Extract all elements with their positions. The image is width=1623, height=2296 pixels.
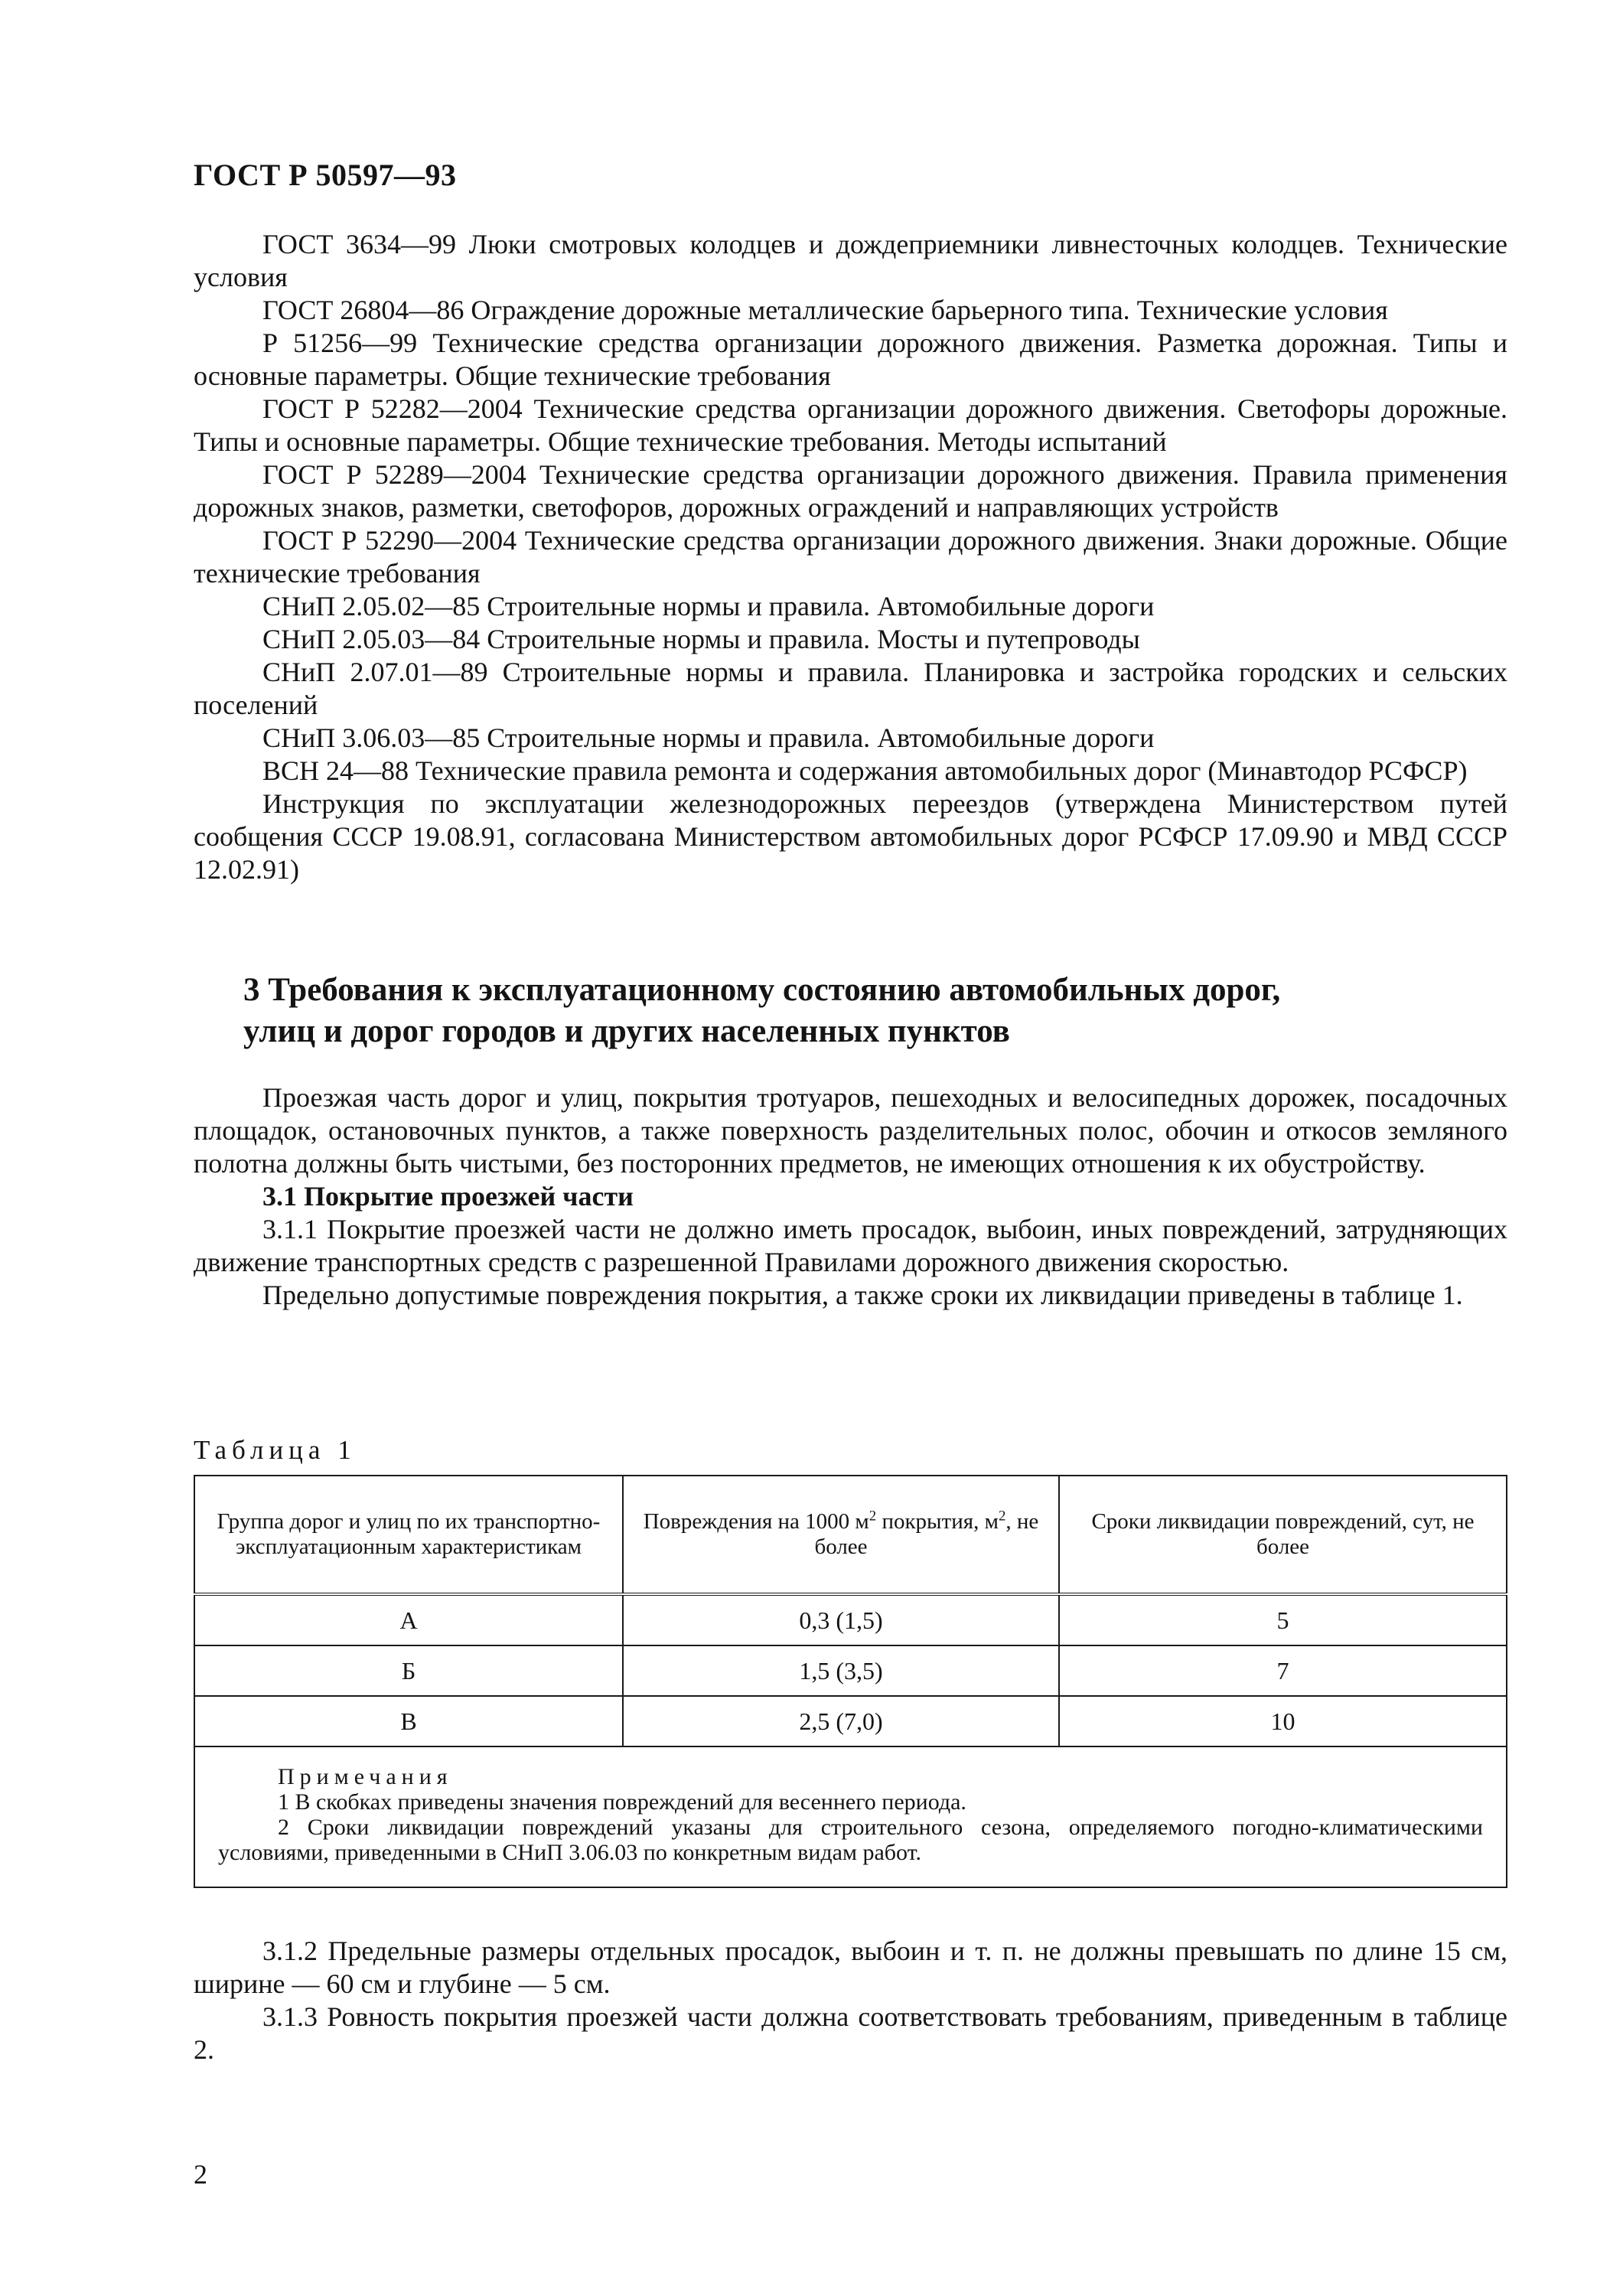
reference-item: ВСН 24—88 Технические правила ремонта и содержания автомобильных дорог (Минавтодор РСФСР) — [262, 755, 1468, 786]
note-item: 1 В скобках приведены значения повреждений для весеннего периода. — [278, 1789, 966, 1815]
reference-item: СНиП 2.05.02—85 Строительные нормы и правила. Автомобильные дороги — [262, 591, 1155, 621]
reference-item: ГОСТ 3634—99 Люки смотровых колодцев и дождеприемники ливнесточных колодцев. Технические условия — [194, 229, 1507, 292]
table-caption: Таблица 1 — [194, 1435, 357, 1465]
header-road-group: Группа дорог и улиц по их транспортно-эксплуатационным характеристикам — [194, 1476, 623, 1594]
reference-item: ГОСТ 26804—86 Ограждение дорожные металлические барьерного типа. Технические условия — [262, 295, 1388, 325]
cell-damage: 0,3 (1,5) — [623, 1594, 1059, 1645]
table-notes — [194, 1746, 1507, 1887]
references-list — [194, 228, 1507, 886]
reference-item: Инструкция по эксплуатации железнодорожных переездов (утверждена Министерством путей сообщения СССР 19.08.91, согласована Министерством автомобильных дорог РСФСР 17.09.90 и МВД СССР 12.02.91) — [194, 788, 1507, 885]
table-notes-row — [194, 1746, 1507, 1887]
paragraph-3-1-2: 3.1.2 Предельные размеры отдельных просадок, выбоин и т. п. не должны превышать по длине 15 см, ширине — 60 см и глубине — 5 см. — [194, 1936, 1507, 1999]
header-damage-text: , не более — [814, 1509, 1039, 1559]
section-body — [194, 1081, 1507, 1312]
cell-damage: 2,5 (7,0) — [623, 1696, 1059, 1746]
table-row — [194, 1696, 1507, 1746]
intro-paragraph: Проезжая часть дорог и улиц, покрытия тротуаров, пешеходных и велосипедных дорожек, посадочных площадок, остановочных пунктов, а также поверхность разделительных полос, обочин и откосов земляного полотна должны быть чистыми, без посторонних предметов, не имеющих отношения к их обустройству. — [194, 1082, 1507, 1179]
after-table-body — [194, 1935, 1507, 2066]
table-header-row — [194, 1476, 1507, 1594]
reference-item: СНиП 2.05.03—84 Строительные нормы и правила. Мосты и путепроводы — [262, 624, 1140, 654]
notes-title: Примечания — [278, 1764, 453, 1789]
table-1 — [194, 1475, 1507, 1888]
subsection-title: 3.1 Покрытие проезжей части — [262, 1181, 634, 1212]
section-title-line: улиц и дорог городов и других населенных пунктов — [243, 1013, 1010, 1049]
cell-days: 5 — [1059, 1594, 1507, 1645]
table-row — [194, 1594, 1507, 1645]
cell-group: В — [194, 1696, 623, 1746]
cell-damage: 1,5 (3,5) — [623, 1645, 1059, 1696]
header-damage-text: Повреждения на 1000 м — [643, 1509, 869, 1534]
note-item: 2 Сроки ликвидации повреждений указаны для строительного сезона, определяемого погодно-климатическими условиями, приведенными в СНиП 3.06.03 по конкретным видам работ. — [218, 1815, 1483, 1865]
page-number: 2 — [194, 2159, 207, 2190]
superscript: 2 — [998, 1508, 1006, 1525]
section-title-line: 3 Требования к эксплуатационному состоянию автомобильных дорог, — [243, 972, 1281, 1008]
superscript: 2 — [869, 1508, 877, 1525]
reference-item: СНиП 3.06.03—85 Строительные нормы и правила. Автомобильные дороги — [262, 722, 1155, 753]
reference-item: СНиП 2.07.01—89 Строительные нормы и правила. Планировка и застройка городских и сельских поселений — [194, 657, 1507, 720]
paragraph-limits: Предельно допустимые повреждения покрытия, а также сроки их ликвидации приведены в таблице 1. — [262, 1280, 1463, 1310]
document-header: ГОСТ Р 50597—93 — [194, 158, 457, 192]
reference-item: ГОСТ Р 52282—2004 Технические средства организации дорожного движения. Светофоры дорожные. Типы и основные параметры. Общие технические требования. Методы испытаний — [194, 393, 1507, 457]
reference-item: ГОСТ Р 52290—2004 Технические средства организации дорожного движения. Знаки дорожные. Общие технические требования — [194, 525, 1507, 589]
header-damage-text: покрытия, м — [876, 1509, 999, 1534]
table-row — [194, 1645, 1507, 1696]
reference-item: ГОСТ Р 52289—2004 Технические средства организации дорожного движения. Правила применения дорожных знаков, разметки, светофоров, дорожных ограждений и направляющих устройств — [194, 459, 1507, 523]
reference-item: Р 51256—99 Технические средства организации дорожного движения. Разметка дорожная. Типы и основные параметры. Общие технические требования — [194, 328, 1507, 391]
cell-days: 10 — [1059, 1696, 1507, 1746]
paragraph-3-1-1: 3.1.1 Покрытие проезжей части не должно иметь просадок, выбоин, иных повреждений, затрудняющих движение транспортных средств с разрешенной Правилами дорожного движения скоростью. — [194, 1214, 1507, 1277]
section-title — [243, 970, 1468, 1052]
cell-group: А — [194, 1594, 623, 1645]
header-deadline: Сроки ликвидации повреждений, сут, не более — [1059, 1476, 1507, 1594]
cell-group: Б — [194, 1645, 623, 1696]
paragraph-3-1-3: 3.1.3 Ровность покрытия проезжей части должна соответствовать требованиям, приведенным в таблице 2. — [194, 2001, 1507, 2065]
cell-days: 7 — [1059, 1645, 1507, 1696]
header-damage — [623, 1476, 1059, 1594]
